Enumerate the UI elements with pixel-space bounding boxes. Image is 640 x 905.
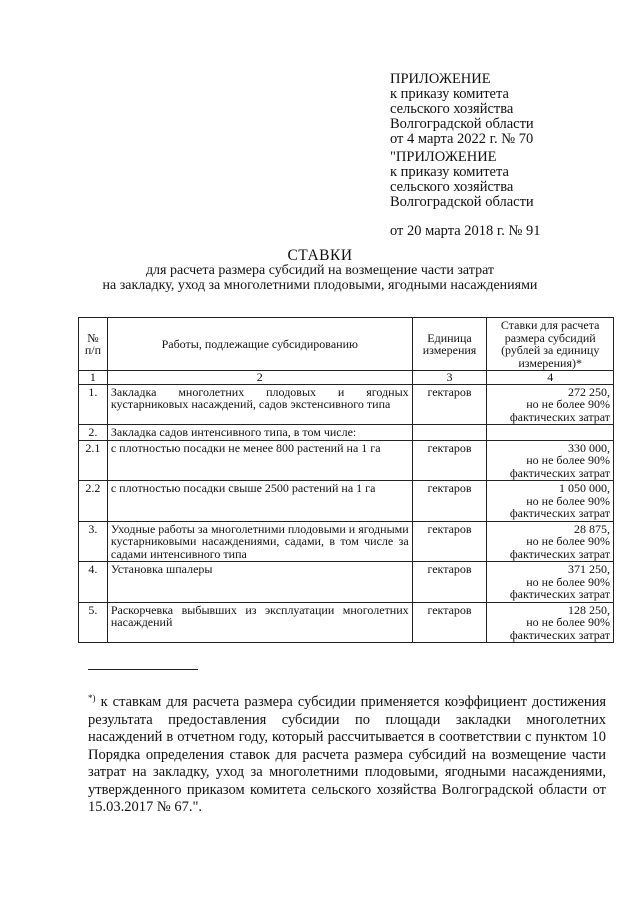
table-row	[79, 384, 614, 425]
row-work: с плотностью посадки не менее 800 растений на 1 га	[107, 440, 412, 481]
row-rate	[487, 562, 614, 603]
rate-limit: но не более 90%	[526, 615, 610, 629]
row-rate	[487, 481, 614, 522]
row-unit: гектаров	[412, 481, 487, 522]
table-row	[79, 521, 614, 562]
title-main: СТАВКИ	[287, 247, 353, 264]
rate-limit: но не более 90%	[526, 397, 610, 411]
index-cell: 4	[487, 371, 614, 385]
rate-basis: фактических затрат	[509, 506, 610, 520]
rate-limit: но не более 90%	[526, 574, 610, 589]
rate-basis: фактических затрат	[509, 409, 610, 424]
row-rate	[487, 602, 614, 643]
rate-value: 1 050 000,	[559, 481, 610, 495]
header-unit: Единица измерения	[412, 318, 487, 371]
row-work: Закладка садов интенсивного типа, в том числе:	[107, 425, 412, 441]
rate-limit: но не более 90%	[526, 493, 610, 508]
annex-line: Волгоградской области	[390, 194, 534, 210]
row-num: 1.	[79, 384, 108, 425]
rate-basis: фактических затрат	[509, 465, 610, 480]
header-rate: Ставки для расчета размера субсидий (рублей за единицу измерения)*	[487, 318, 614, 371]
index-cell: 1	[79, 371, 108, 385]
annex-line: к приказу комитета	[390, 86, 509, 102]
rates-table	[78, 317, 614, 643]
annex-line: к приказу комитета	[390, 164, 509, 180]
row-unit	[412, 425, 487, 441]
title-subline: на закладку, уход за многолетними плодовыми, ягодными насаждениями	[102, 278, 538, 293]
table-row	[79, 425, 614, 441]
annex-title: ПРИЛОЖЕНИЕ	[390, 71, 491, 87]
annex-line: Волгоградской области	[390, 116, 534, 132]
row-num: 5.	[79, 602, 108, 643]
row-unit: гектаров	[412, 602, 487, 643]
row-num: 2.1	[79, 440, 108, 481]
header-work: Работы, подлежащие субсидированию	[107, 318, 412, 371]
row-unit: гектаров	[412, 384, 487, 425]
table-row	[79, 440, 614, 481]
rate-value: 128 250,	[568, 602, 610, 617]
row-rate	[487, 521, 614, 562]
rate-value: 28 875,	[574, 521, 610, 536]
rate-basis: фактических затрат	[509, 627, 610, 642]
annex-header-original	[390, 150, 540, 239]
table-row	[79, 481, 614, 522]
table-row	[79, 562, 614, 603]
annex-date: от 4 марта 2022 г. № 70	[390, 131, 534, 147]
row-work: Установка шпалеры	[107, 562, 412, 603]
row-unit: гектаров	[412, 521, 487, 562]
annex-date: от 20 марта 2018 г. № 91	[390, 223, 541, 239]
rate-basis: фактических затрат	[509, 587, 610, 601]
row-num: 2.	[79, 425, 108, 441]
row-unit: гектаров	[412, 440, 487, 481]
index-cell: 2	[107, 371, 412, 385]
rate-value: 330 000,	[568, 440, 610, 455]
rate-value: 371 250,	[568, 562, 610, 576]
table-index-row	[79, 371, 614, 385]
title-subline: для расчета размера субсидий на возмещение части затрат	[145, 263, 495, 278]
annex-line: сельского хозяйства	[390, 179, 514, 195]
row-work: с плотностью посадки свыше 2500 растений на 1 га	[107, 481, 412, 522]
annex-title: "ПРИЛОЖЕНИЕ	[390, 149, 497, 165]
rate-limit: но не более 90%	[526, 453, 610, 467]
row-work: Уходные работы за многолетними плодовыми и ягодными кустарниковыми насаждениями, садами, в том числе за садами интенсивного типа	[107, 521, 412, 562]
annex-line: сельского хозяйства	[390, 101, 514, 117]
row-num: 3.	[79, 521, 108, 562]
table-header-row	[79, 318, 614, 371]
row-work: Закладка многолетних плодовых и ягодных кустарниковых насаждений, садов экстенсивного типа	[107, 384, 412, 425]
footnote-text: к ставкам для расчета размера субсидии применяется коэффициент достижения результата предоставления субсидии по площади закладки многолетних насаждений в отчетном году, который рассчитывается в соответствии с пунктом 10 Порядка определения ставок для расчета размера субсидий на возмещение части затрат на закладку, уход за многолетними плодовыми, ягодными насаждениями, утвержденного приказом комитета сельского хозяйства Волгоградской области от 15.03.2017 № 67.".	[88, 694, 607, 815]
row-unit: гектаров	[412, 562, 487, 603]
row-num: 4.	[79, 562, 108, 603]
annex-header-current	[390, 72, 534, 147]
rate-basis: фактических затрат	[509, 546, 610, 561]
row-rate	[487, 440, 614, 481]
row-rate	[487, 384, 614, 425]
rate-value: 272 250,	[568, 384, 610, 399]
footnote-marker: *)	[88, 693, 96, 703]
footnote-divider	[88, 669, 198, 670]
table-row	[79, 602, 614, 643]
index-cell: 3	[412, 371, 487, 385]
footnote	[88, 690, 606, 817]
row-work: Раскорчевка выбывших из эксплуатации многолетних насаждений	[107, 602, 412, 643]
rate-limit: но не более 90%	[526, 534, 610, 548]
row-num: 2.2	[79, 481, 108, 522]
row-rate	[487, 425, 614, 441]
document-title	[60, 248, 580, 293]
header-num: № п/п	[79, 318, 108, 371]
